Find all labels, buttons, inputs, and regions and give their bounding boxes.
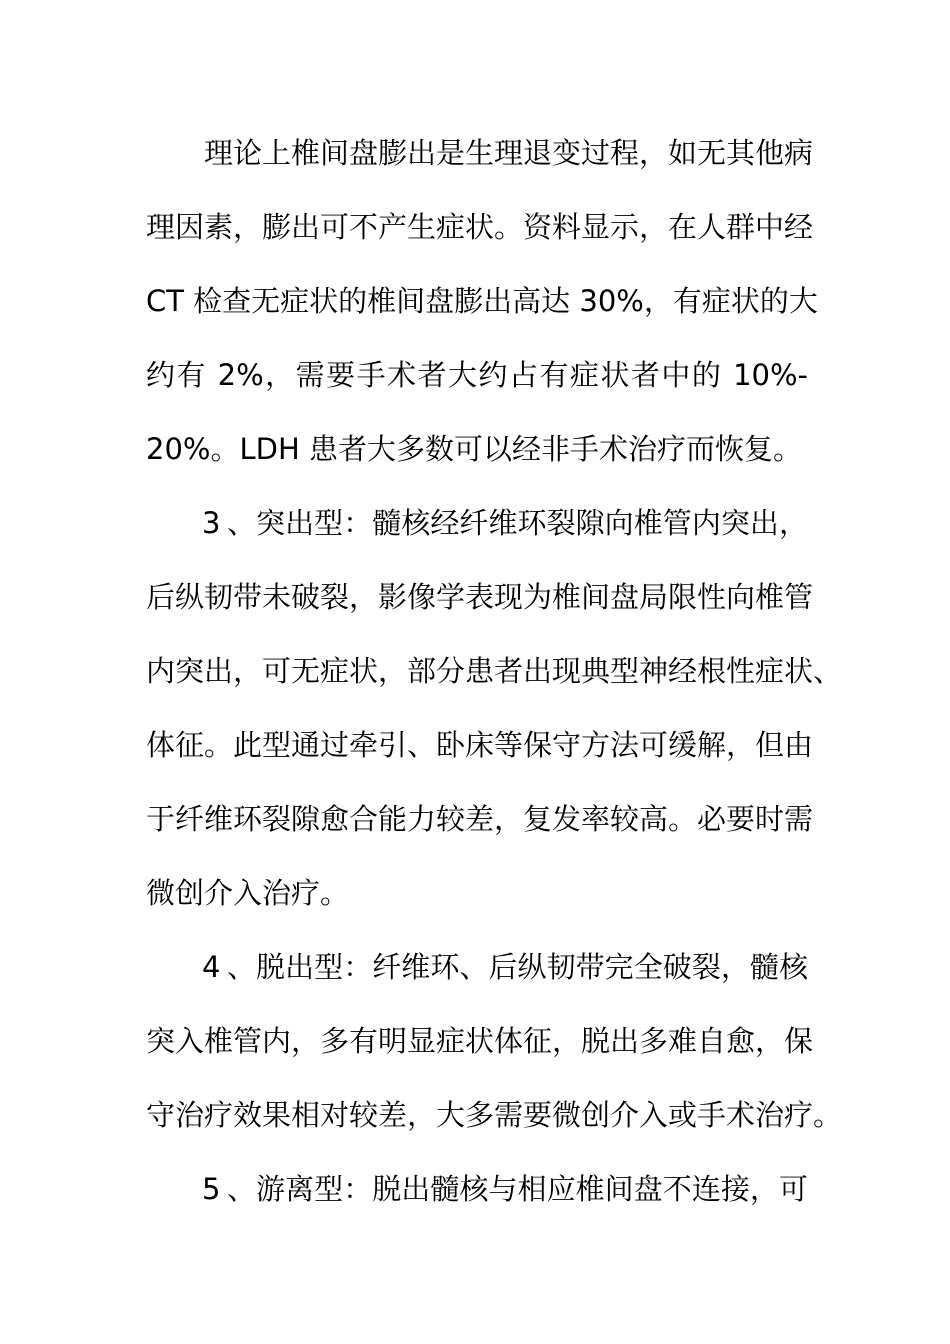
paragraph-1-line-3: CT 检查无症状的椎间盘膨出高达 30%，有症状的大 (146, 284, 818, 318)
paragraph-1-line-5: 20%。LDH 患者大多数可以经非手术治疗而恢复。 (146, 432, 802, 466)
paragraph-3-line-3: 守治疗效果相对较差，大多需要微创介入或手术治疗。 (146, 1098, 843, 1132)
paragraph-4-line-1 (202, 1167, 808, 1211)
paragraph-2-line-4: 体征。此型通过牵引、卧床等保守方法可缓解，但由 (146, 728, 814, 762)
paragraph-2-line-6: 微创介入治疗。 (146, 876, 350, 910)
list-number: 5、 (202, 1172, 256, 1206)
paragraph-2-line-2: 后纵韧带未破裂，影像学表现为椎间盘局限性向椎管 (146, 580, 814, 614)
paragraph-1-line-2: 理因素，膨出可不产生症状。资料显示，在人群中经 (146, 210, 814, 244)
paragraph-2-line-5: 于纤维环裂隙愈合能力较差，复发率较高。必要时需 (146, 802, 814, 836)
paragraph-3-line-1-text: 脱出型：纤维环、后纵韧带完全破裂，髓核 (256, 950, 808, 984)
list-number: 3、 (202, 506, 256, 540)
list-number: 4、 (202, 950, 256, 984)
paragraph-2-line-1-text: 突出型：髓核经纤维环裂隙向椎管内突出， (256, 506, 808, 540)
paragraph-2-line-3: 内突出，可无症状，部分患者出现典型神经根性症状、 (146, 654, 843, 688)
paragraph-1-line-1: 理论上椎间盘膨出是生理退变过程，如无其他病 (204, 136, 814, 170)
paragraph-4-line-1-text: 游离型：脱出髓核与相应椎间盘不连接，可 (256, 1172, 808, 1206)
paragraph-3-line-2: 突入椎管内，多有明显症状体征，脱出多难自愈，保 (146, 1024, 814, 1058)
paragraph-2-line-1 (202, 501, 808, 545)
paragraph-1-line-4: 约有 2%，需要手术者大约占有症状者中的 10%- (146, 358, 808, 392)
paragraph-3-line-1 (202, 945, 808, 989)
